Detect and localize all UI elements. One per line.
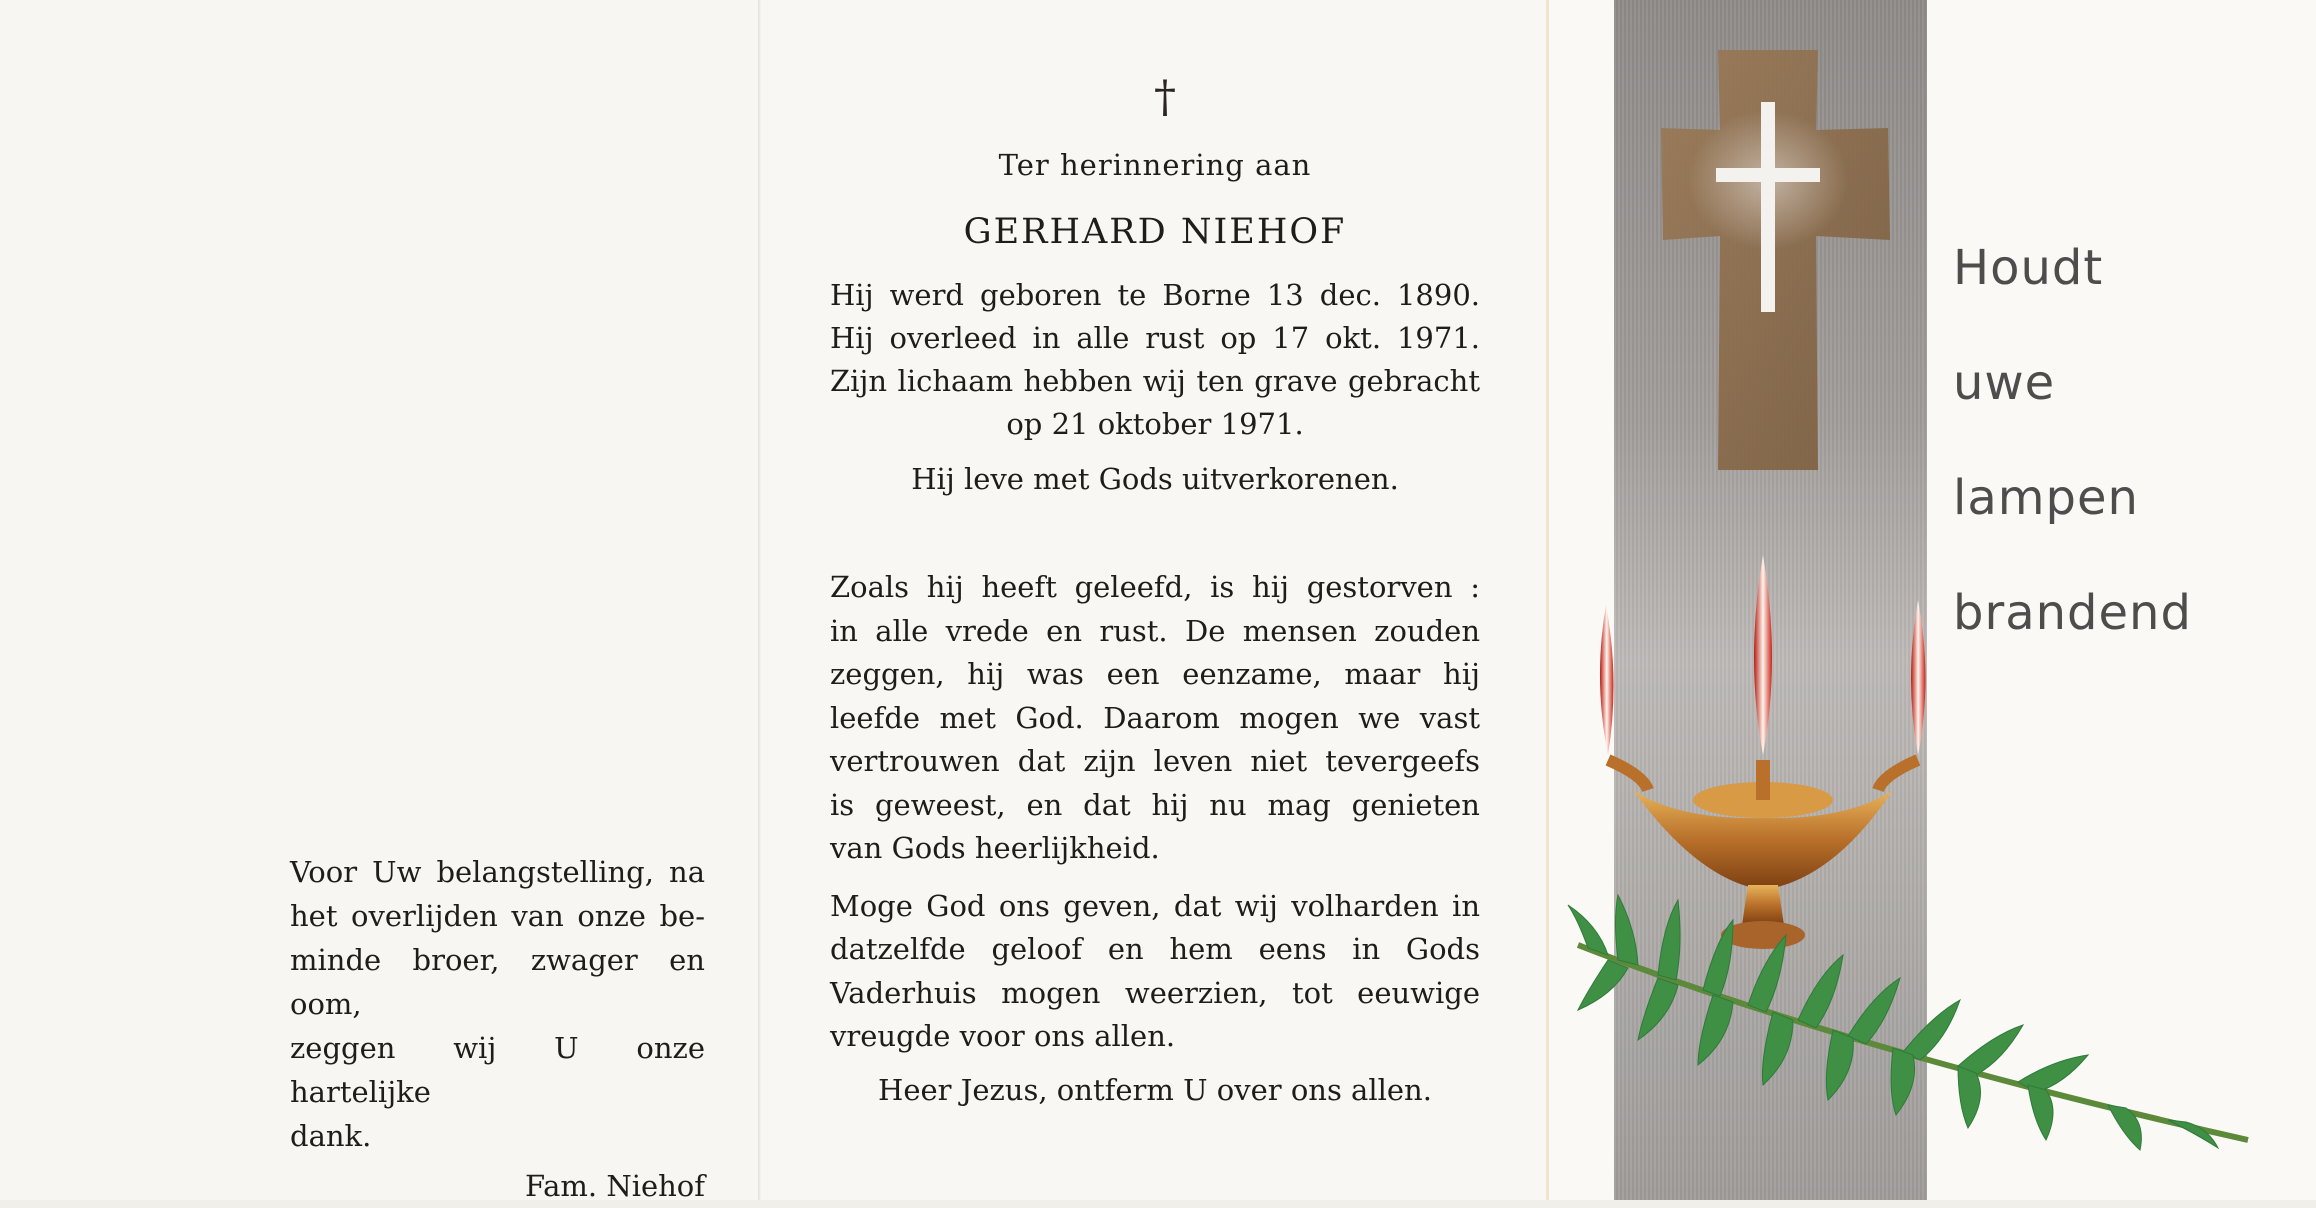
date-line: Hij overleed in alle rust op 17 okt. 1971.: [830, 321, 1480, 355]
paragraph-line: in alle vrede en rust. De mensen zouden: [830, 613, 1480, 648]
verse-word: brandend: [1953, 585, 2192, 641]
paragraph-line: Moge God ons geven, dat wij volharden in: [830, 888, 1480, 923]
date-line: Hij werd geboren te Borne 13 dec. 1890.: [830, 278, 1480, 312]
memorial-intro: Ter herinnering aan: [998, 148, 1312, 182]
paragraph-line: vertrouwen dat zijn leven niet tevergeefs: [830, 744, 1480, 778]
paragraph-line: van Gods heerlijkheid.: [830, 831, 1160, 865]
thanks-line: het overlijden van onze be-: [290, 899, 705, 933]
wooden-cross-icon: [1661, 50, 1890, 470]
scripture-verse: [1953, 240, 2192, 700]
paragraph-line: is geweest, en dat hij nu mag genieten: [830, 787, 1480, 822]
card-right-panel: [1548, 0, 2316, 1200]
cross-icon: †: [1154, 72, 1176, 123]
life-dates: [830, 274, 1480, 446]
thanks-line: Voor Uw belangstelling, na: [290, 855, 705, 889]
memorial-paragraph-2: [830, 885, 1480, 1059]
thanks-line: zeggen wij U onze hartelijke: [290, 1031, 705, 1109]
artwork: [1548, 0, 2316, 1200]
date-line: Zijn lichaam hebben wij ten grave gebracht: [830, 364, 1480, 398]
card-fold-line: [1546, 0, 1549, 1200]
closing-prayer: Heer Jezus, ontferm U over ons allen.: [878, 1072, 1432, 1107]
verse-word: Houdt: [1953, 240, 2104, 296]
paragraph-line: Vaderhuis mogen weerzien, tot eeuwige: [830, 975, 1480, 1010]
paragraph-line: vreugde voor ons allen.: [830, 1019, 1176, 1053]
oil-lamp-icon: [1600, 555, 1926, 949]
card-left-panel: [0, 0, 760, 1203]
paragraph-line: zeggen, hij was een eenzame, maar hij: [830, 657, 1480, 691]
paragraph-line: datzelfde geloof en hem eens in Gods: [830, 932, 1480, 966]
card-middle-panel: [760, 0, 1548, 1200]
thanks-line: minde broer, zwager en oom,: [290, 943, 705, 1021]
memorial-text: [830, 70, 1480, 1107]
verse-word: uwe: [1953, 355, 2056, 411]
thanks-line: dank.: [290, 1119, 372, 1153]
thanks-note: [290, 850, 705, 1208]
card-fold-line: [758, 0, 761, 1200]
family-signature: Fam. Niehof: [524, 1169, 705, 1203]
paragraph-line: Zoals hij heeft geleefd, is hij gestorven :: [830, 570, 1480, 604]
date-line: op 21 oktober 1971.: [1006, 407, 1304, 441]
memorial-paragraph-1: [830, 566, 1480, 871]
memorial-motto: Hij leve met Gods uitverkorenen.: [911, 462, 1399, 496]
palm-branch-icon: [1568, 895, 2248, 1150]
paragraph-line: leefde met God. Daarom mogen we vast: [830, 700, 1480, 735]
deceased-name: GERHARD NIEHOF: [963, 212, 1347, 252]
verse-word: lampen: [1953, 470, 2139, 526]
